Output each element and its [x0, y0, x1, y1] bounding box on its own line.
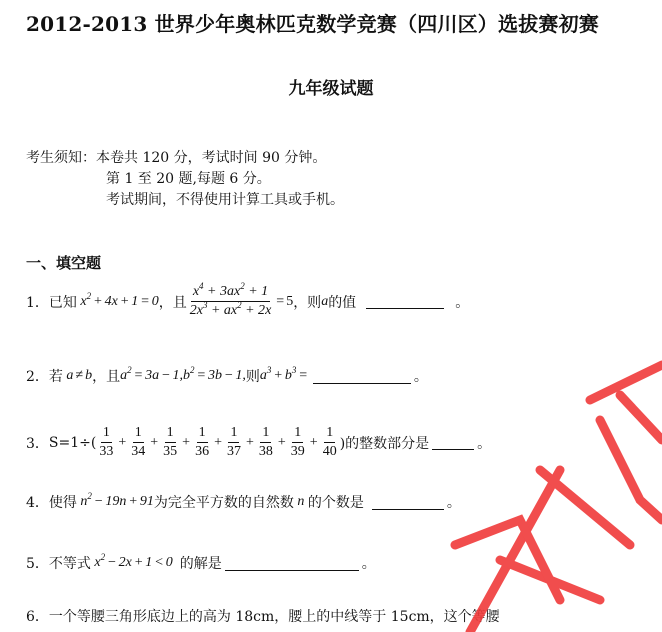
- question-text: 。: [455, 294, 470, 311]
- notice-line-1: [26, 148, 344, 169]
- question-5: [26, 553, 376, 573]
- math-expression: $a^2 = 3a - 1,b^2 = 3b - 1$,: [120, 365, 246, 383]
- question-number: 4．: [26, 495, 49, 511]
- question-text: 一个等腰三角形底边上的高为 18cm，腰上的中线等于 15cm，这个等腰: [48, 609, 500, 625]
- page-title: 2012-2013 世界少年奥林匹克数学竞赛（四川区）选拔赛初赛: [26, 12, 599, 36]
- question-text: ，且: [92, 369, 121, 385]
- question-number: 1．: [26, 294, 49, 311]
- plus-sign: +: [182, 434, 191, 450]
- fraction-term: $\frac{1}{38}$: [258, 425, 273, 459]
- answer-blank[interactable]: [313, 369, 411, 384]
- exam-notice: [26, 148, 344, 211]
- fraction-sum: [96, 425, 339, 460]
- math-variable: n: [293, 494, 308, 509]
- question-text: ，且: [158, 294, 187, 311]
- question-4: [26, 492, 461, 512]
- question-text: 为完全平方数的自然数: [153, 495, 294, 511]
- math-variable: a: [321, 293, 329, 309]
- fraction-term: $\frac{1}{36}$: [195, 425, 210, 459]
- question-6: [26, 606, 500, 626]
- question-number: 3．: [26, 435, 49, 452]
- question-text: 。: [413, 369, 428, 385]
- fraction: $\frac{x^4 + 3ax^2 + 1}{2x^3 + ax^2 + 2x}$: [189, 281, 272, 318]
- question-text: 。: [477, 435, 492, 452]
- math-expression: $n^2 - 19n + 91$: [76, 491, 154, 509]
- question-text: 则: [245, 369, 260, 385]
- math-expression: $x^2 + 4x + 1 = 0$: [76, 290, 159, 309]
- math-expression: $x^2 - 2x + 1 < 0$: [90, 552, 173, 570]
- question-text: ，则: [293, 294, 322, 311]
- fraction-term: $\frac{1}{34}$: [131, 425, 146, 459]
- answer-blank[interactable]: [225, 556, 359, 571]
- question-3: [26, 425, 491, 460]
- question-number: 2．: [26, 369, 49, 385]
- question-text: 使得: [48, 495, 77, 511]
- math-expression: = 5: [276, 293, 294, 309]
- section-heading: 一、填空题: [26, 254, 102, 272]
- page-subtitle: 九年级试题: [288, 79, 374, 99]
- question-number: 6．: [26, 609, 49, 625]
- answer-blank[interactable]: [432, 435, 474, 450]
- notice-line-3: 考试期间，不得使用计算工具或手机。: [106, 192, 344, 208]
- question-text: S=1÷(: [48, 434, 97, 451]
- question-text: )的整数部分是: [339, 435, 430, 452]
- question-text: 的个数是: [307, 495, 364, 511]
- question-text: 已知: [48, 294, 77, 311]
- plus-sign: +: [309, 434, 318, 450]
- notice-label: 考生须知：: [26, 150, 96, 166]
- question-text: 。: [361, 556, 376, 572]
- question-text: 。: [446, 495, 461, 511]
- question-text: 若: [48, 369, 63, 385]
- answer-blank[interactable]: [372, 495, 444, 510]
- plus-sign: +: [118, 434, 127, 450]
- question-2: [26, 366, 428, 386]
- question-text: 的值: [328, 294, 357, 311]
- notice-text-1: 本卷共 120 分，考试时间 90 分钟。: [96, 150, 327, 166]
- plus-sign: +: [245, 434, 254, 450]
- question-number: 5．: [26, 556, 49, 572]
- fraction-term: $\frac{1}{33}$: [99, 425, 114, 459]
- notice-line-2: 第 1 至 20 题,每题 6 分。: [106, 171, 271, 187]
- fraction-term: $\frac{1}{37}$: [226, 425, 241, 459]
- question-1: [26, 281, 470, 319]
- answer-blank[interactable]: [366, 294, 444, 309]
- math-expression: a ≠ b: [62, 368, 93, 383]
- fraction-term: $\frac{1}{40}$: [322, 425, 337, 459]
- question-text: 不等式: [48, 556, 91, 572]
- fraction-term: $\frac{1}{39}$: [290, 425, 305, 459]
- plus-sign: +: [277, 434, 286, 450]
- math-expression: $a^3 + b^3$ =: [259, 365, 308, 383]
- question-text: 的解是: [179, 556, 222, 572]
- plus-sign: +: [214, 434, 222, 450]
- fraction-term: $\frac{1}{35}$: [163, 425, 178, 459]
- plus-sign: +: [150, 434, 159, 450]
